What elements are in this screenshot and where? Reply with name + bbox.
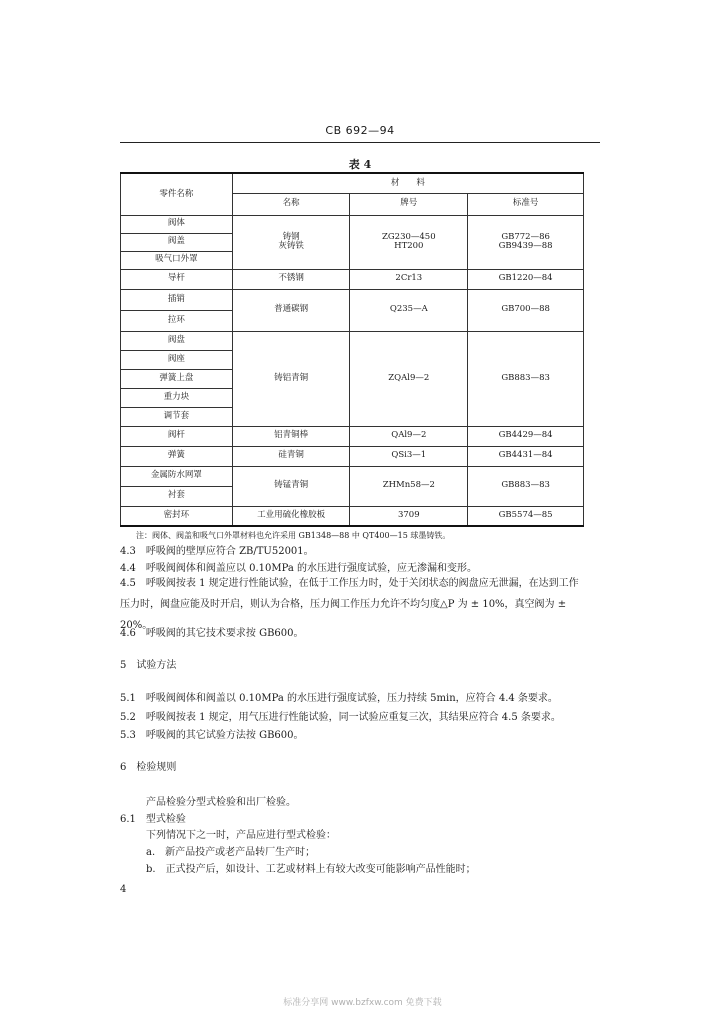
- material-name: 不锈钢: [232, 269, 350, 289]
- grade-value: ZQAl9—2: [350, 331, 468, 426]
- header-material-name: 名称: [232, 193, 350, 215]
- part-cell: 吸气口外罩: [121, 251, 233, 269]
- part-cell: 阀盖: [121, 233, 233, 251]
- standard-cell: [468, 215, 584, 269]
- clause-4-4: 4.4 呼吸阀阀体和阀盖应以 0.10MPa 的水压进行强度试验，应无渗漏和变形。: [120, 563, 478, 574]
- grade-value: ZHMn58—2: [350, 466, 468, 506]
- material-name: 工业用硫化橡胶板: [232, 506, 350, 526]
- clause-4-5-line: 压力时，阀盘应能及时开启，则认为合格，压力阀工作压力允许不均匀度△P 为 ± 10%，真空阀为 ±: [120, 599, 567, 610]
- grade-value: 2Cr13: [350, 269, 468, 289]
- standard-value: GB5574—85: [468, 506, 584, 526]
- part-cell: 衬套: [121, 486, 233, 506]
- clause-4-5: [120, 573, 600, 636]
- part-cell: 阀杆: [121, 426, 233, 446]
- table-title: 表 4: [348, 158, 372, 171]
- clause-4-5-line: 20%。: [120, 620, 153, 631]
- part-cell: 密封环: [121, 506, 233, 526]
- material-cell: [232, 215, 350, 269]
- section-6-heading: 6 检验规则: [120, 762, 177, 773]
- header-standard: 标准号: [468, 193, 584, 215]
- part-cell: 调节套: [121, 407, 233, 426]
- clause-6-1-intro: 下列情况下之一时，产品应进行型式检验：: [146, 830, 336, 841]
- material-name: 普通碳钢: [232, 289, 350, 331]
- header-material: 材 料: [232, 173, 583, 193]
- standard-value: GB700—88: [468, 289, 584, 331]
- part-cell: 金属防水网罩: [121, 466, 233, 486]
- clause-5-3: 5.3 呼吸阀的其它试验方法按 GB600。: [120, 730, 304, 741]
- table-note: 注：阀体、阀盖和吸气口外罩材料也允许采用 GB1348—88 中 QT400—15 球墨铸铁。: [136, 531, 451, 540]
- standard-value: GB883—83: [468, 466, 584, 506]
- standard-code-header: CB 692—94: [325, 124, 395, 137]
- part-cell: 阀座: [121, 350, 233, 369]
- clause-5-2: 5.2 呼吸阀按表 1 规定，用气压进行性能试验，同一试验应重复三次，其结果应符合 4.5 条要求。: [120, 712, 561, 723]
- material-name: 铸锰青铜: [232, 466, 350, 506]
- clause-4-6: 4.6 呼吸阀的其它技术要求按 GB600。: [120, 628, 304, 639]
- grade-value-alt: HT200: [394, 241, 424, 251]
- grade-value: ZG230—450: [381, 231, 436, 242]
- standard-value: GB1220—84: [468, 269, 584, 289]
- standard-value: GB4429—84: [468, 426, 584, 446]
- clause-4-3: 4.3 呼吸阀的壁厚应符合 ZB/TU52001。: [120, 546, 314, 557]
- part-cell: 阀盘: [121, 331, 233, 350]
- clause-6-1-b: b. 正式投产后，如设计、工艺或材料上有较大改变可能影响产品性能时；: [146, 864, 476, 875]
- grade-value: QAl9—2: [350, 426, 468, 446]
- part-cell: 弹簧上盘: [121, 369, 233, 388]
- clause-4-5-line: 4.5 呼吸阀按表 1 规定进行性能试验，在低于工作压力时，处于关闭状态的阀盘应无泄漏，在达到工作: [120, 578, 579, 589]
- materials-table: [120, 172, 584, 527]
- clause-5-1: 5.1 呼吸阀阀体和阀盖以 0.10MPa 的水压进行强度试验，压力持续 5min，应符合 4.4 条要求。: [120, 693, 558, 704]
- part-cell: 插销: [121, 289, 233, 310]
- material-name: 铸钢: [282, 231, 300, 242]
- clause-6-1: 6.1 型式检验: [120, 814, 186, 825]
- standard-value: GB4431—84: [468, 446, 584, 466]
- section-6-intro: 产品检验分型式检验和出厂检验。: [146, 797, 296, 808]
- header-rule: [120, 142, 600, 143]
- watermark-footer: 标准分享网 www.bzfxw.com 免费下载: [283, 998, 442, 1008]
- grade-value: Q235—A: [350, 289, 468, 331]
- part-cell: 拉环: [121, 310, 233, 331]
- header-part-name: 零件名称: [121, 173, 233, 215]
- material-name: 铸铝青铜: [232, 331, 350, 426]
- grade-cell: [350, 215, 468, 269]
- part-cell: 弹簧: [121, 446, 233, 466]
- part-cell: 导杆: [121, 269, 233, 289]
- grade-value: 3709: [350, 506, 468, 526]
- section-5-heading: 5 试验方法: [120, 660, 177, 671]
- standard-value-alt: GB9439—88: [498, 241, 553, 251]
- header-grade: 牌号: [350, 193, 468, 215]
- standard-value: GB772—86: [501, 231, 550, 242]
- material-name: 铝青铜棒: [232, 426, 350, 446]
- part-cell: 重力块: [121, 388, 233, 407]
- standard-value: GB883—83: [468, 331, 584, 426]
- part-cell: 阀体: [121, 215, 233, 233]
- material-name: 硅青铜: [232, 446, 350, 466]
- page-number: 4: [120, 884, 127, 895]
- clause-6-1-a: a. 新产品投产或老产品转厂生产时；: [146, 847, 316, 858]
- material-name-alt: 灰铸铁: [278, 241, 304, 251]
- grade-value: QSi3—1: [350, 446, 468, 466]
